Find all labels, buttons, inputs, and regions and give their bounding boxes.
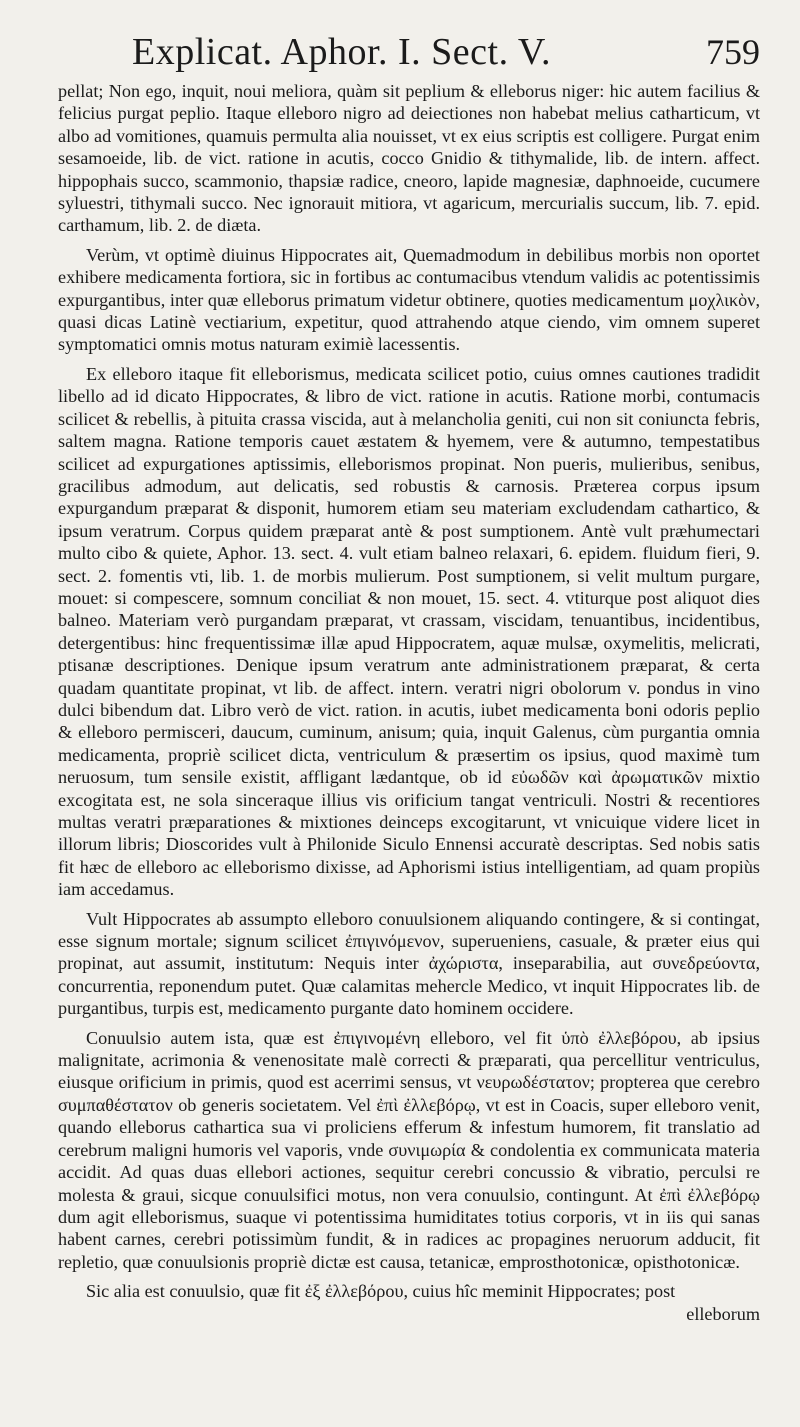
running-head-title: Explicat. Aphor. I. Sect. V. (132, 31, 551, 73)
paragraph: Ex elleboro itaque fit elleborismus, medicata scilicet potio, cuius omnes cautiones tradidit libello ad id dicato Hippocrates, & libro de vict. ratione in acutis. Ratione morbi, contumacis scilicet & rebellis, à pituita crassa viscida, aut à melancholia geniti, cui non sit coniuncta febris, saltem magna. Ratione temporis cauet æstatem & hyemem, vere & autumno, tempestatibus scilicet ad expurgationes aptissimis, elleborismos propinat. Non pueris, mulieribus, senibus, gracilibus admodum, aut delicatis, sed robustis & carnosis. Præterea corpus ipsum expurgandum præparat & disponit, humorem etiam seu materiam excludendam cathartico, & ipsum veratrum. Corpus quidem præparat antè & post sumptionem. Antè vult præhumectari multo cibo & quiete, Aphor. 13. sect. 4. vult etiam balneo relaxari, 6. epidem. fluidum fieri, 9. sect. 2. fomentis vti, lib. 1. de morbis mulierum. Post sumptionem, si velit multum purgare, mouet: si compescere, somnum conciliat & non mouet, 15. sect. 4. vtiturque post aliquot dies balneo. Materiam verò purgandam præparat, vt crassam, viscidam, tenuantibus, incidentibus, detergentibus: hinc frequentissimæ illæ apud Hippocratem, aquæ mulsæ, oxymelitis, melicrati, ptisanæ descriptiones. Denique ipsum veratrum ante administrationem præparat, & certa quadam quantitate propinat, vt lib. de affect. intern. veratri nigri obolorum v. pondus in vino dulci bibendum dat. Libro verò de vict. ration. in acutis, iubet medicamenta boni odoris peplio & elleboro permisceri, daucum, cuminum, anisum; quia, inquit Galenus, cùm purgantia omnia medicamenta, propriè scilicet dicta, ventriculum & præsertim os ipsius, quod maximè tum neruosum, tum sensile existit, affligant lædantque, ob id εὐωδῶν καὶ ἀρωματικῶν mixtio excogitata est, ne sola sinceraque illius vis orificium tangat ventriculi. Nostri & recentiores multas veratri præparationes & mixtiones deinceps excogitarunt, vt vnicuique videre licet in illorum libris; Dioscorides vult à Philonide Siculo Ennensi accuratè descriptas. Sed nobis satis fit hæc de elleboro ac elleborismo dixisse, ad Aphorismi istius intelligentiam, ad quam propiùs iam accedamus. (58, 363, 760, 900)
paragraph: Sic alia est conuulsio, quæ fit ἐξ ἐλλεβόρου, cuius hîc meminit Hippocrates; post (86, 1281, 676, 1302)
body-text (58, 80, 760, 1303)
paragraph: Vult Hippocrates ab assumpto elleboro conuulsionem aliquando contingere, & si contingat, esse signum mortale; signum scilicet ἐπιγινόμενον, superueniens, casuale, & præter eius qui propinat, aut assumit, institutum: Nequis inter ἀχώριστα, inseparabilia, aut συνεδρεύοντα, concurrentia, reponendum putet. Quæ calamitas mehercle Medico, vt inquit Hippocrates lib. de purgantibus, turpis est, medicamento purgante dato hominem occidere. (58, 908, 760, 1019)
paragraph: Verùm, vt optimè diuinus Hippocrates ait, Quemadmodum in debilibus morbis non oportet exhibere medicamenta fortiora, sic in fortibus ac contumacibus vtendum validis ac potentissimis expurgantibus, inter quæ elleborus primatum videtur obtinere, quoties medicamentum μοχλικὸν, quasi dicas Latinè vectiarium, expetitur, quod attrahendo atque ciendo, vim omnem superet symptomatici omnis motus naturam eximiè lacessentis. (58, 244, 760, 355)
catchword: elleborum (686, 1303, 760, 1324)
running-head (58, 30, 760, 80)
paragraph: Conuulsio autem ista, quæ est ἐπιγινομένη elleboro, vel fit ὑπὸ ἐλλεβόρου, ab ipsius malignitate, acrimonia & venenositate malè correcti & præparati, qua percellitur ventriculus, eiusque orificium in primis, quod est acerrimi sensus, vt νευρωδέστατον; propterea que cerebro συμπαθέστατον ob generis societatem. Vel ἐπὶ ἐλλεβόρῳ, vt est in Coacis, super elleboro venit, quando elleborus cathartica sua vi proliciens efferum & infestum humorem, fit translatio ad cerebrum maligni humoris vel vaporis, vnde συνιμωρία & condolentia ex communicata materia accidit. Ad quas duas ellebori actiones, sequitur cerebri concussio & vibratio, perculsi re molesta & graui, sicque conuulsifici motus, non vera conuulsio, contingunt. At ἐπὶ ἐλλεβόρῳ dum agit elleborismus, suaque vi potentissima humiditates totius corporis, vt in iis qui sanas habent carnes, cerebri potissimùm fundit, & in radices ac propagines neruorum adducit, fit repletio, quæ conuulsionis propriè dictæ est causa, tetanicæ, emprosthotonicæ, opisthotonicæ. (58, 1027, 760, 1272)
page-number: 759 (706, 32, 760, 72)
paragraph: pellat; Non ego, inquit, noui meliora, quàm sit peplium & elleborus niger: hic autem facilius & felicius purgat peplio. Itaque elleboro nigro ad deiectiones non habebat melius catharticum, vt albo ad vomitiones, quamuis permulta alia nouisset, vt ex eius scriptis est colligere. Purgat enim sesamoeide, lib. de vict. ratione in acutis, cocco Gnidio & tithymalide, lib. de intern. affect. hippophais succo, scammonio, thapsiæ radice, cneoro, lapide magnesiæ, daphnoeide, cucumere syluestri, tithymali succo. Nec ignorauit mitiora, vt agaricum, mercurialis succum, lib. 7. epid. carthamum, lib. 2. de diæta. (58, 81, 760, 236)
